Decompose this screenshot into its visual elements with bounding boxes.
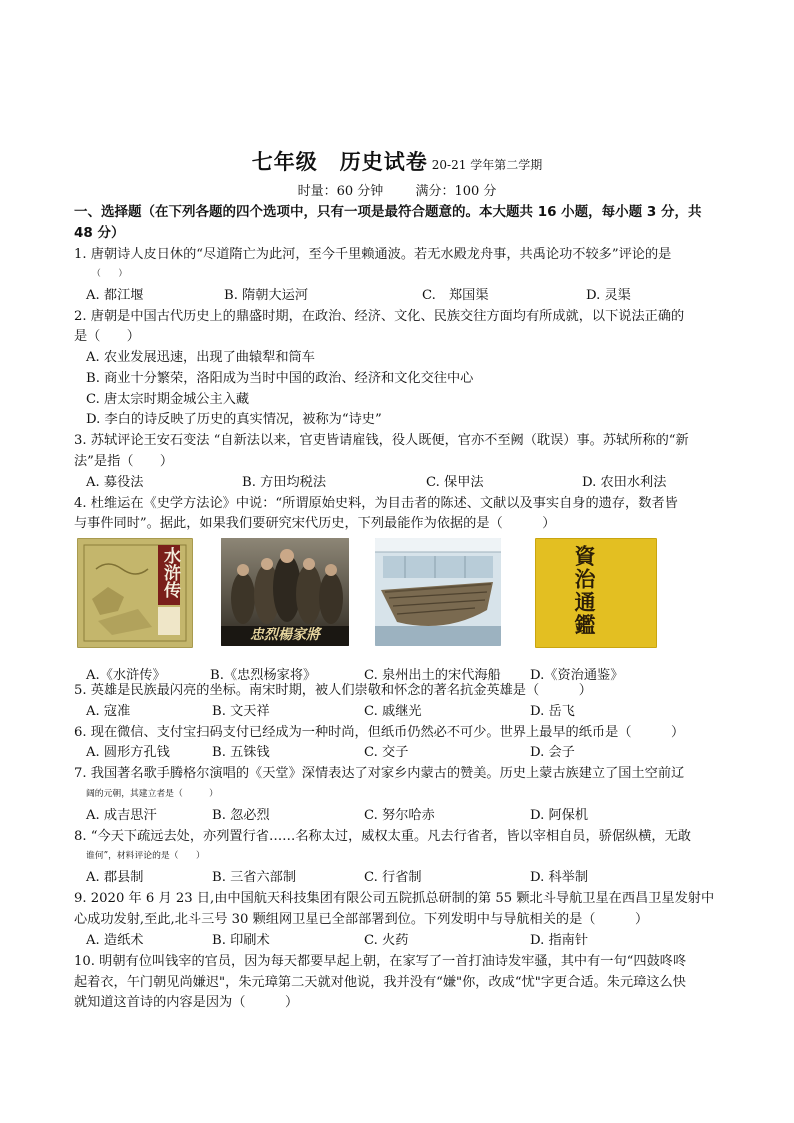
question-9-stem-cont: 心成功发射,至此,北斗三号 30 颗组网卫星已全部部署到位。下列发明中与导航相关的是（ ） bbox=[74, 912, 649, 927]
museum-ship-illustration bbox=[375, 538, 501, 646]
option-c[interactable]: C. 交子 bbox=[364, 745, 409, 760]
question-2-option-c[interactable]: C. 唐太宗时期金城公主入藏 bbox=[86, 392, 250, 407]
question-8-stem: 8. “今天下疏远去处，亦列置行省……名称太过，威权太重。凡去行省者，皆以宰相自员，骄倨纵横，无敢 bbox=[74, 829, 691, 844]
option-c[interactable]: C. 保甲法 bbox=[426, 475, 484, 490]
option-b[interactable]: B. 隋朝大运河 bbox=[224, 288, 309, 303]
shuihu-zhuan-cover-image bbox=[77, 538, 193, 648]
option-a[interactable]: A. 成吉思汗 bbox=[86, 808, 157, 823]
question-6-stem: 6. 现在微信、支付宝扫码支付已经成为一种时尚，但纸币仍然必不可少。世界上最早的纸币是（ ） bbox=[74, 725, 685, 740]
option-a[interactable]: A. 圆形方孔钱 bbox=[86, 745, 170, 760]
option-a[interactable]: A. 寇准 bbox=[86, 704, 131, 719]
question-4-stem-cont: 与事件同时”。据此，如果我们要研究宋代历史，下列最能作为依据的是（ ） bbox=[74, 516, 556, 531]
option-b[interactable]: B. 文天祥 bbox=[212, 704, 270, 719]
option-d[interactable]: D. 指南针 bbox=[530, 933, 589, 948]
option-b[interactable]: B. 三省六部制 bbox=[212, 870, 297, 885]
option-a[interactable]: A.《水浒传》 bbox=[86, 668, 166, 683]
question-10-stem-cont: 起着衣，午门朝见尚嫌迟"，朱元璋第二天就对他说，我并没有“嫌"你，改成“忧"字更合适。朱元璋这么快 bbox=[74, 975, 686, 990]
title-main: 七年级 历史试卷 bbox=[251, 150, 428, 174]
question-1-stem: 1. 唐朝诗人皮日休的“尽道隋亡为此河，至今千里赖通波。若无水殿龙舟事，共禹论功不较多”评论的是 bbox=[74, 247, 672, 262]
question-10-stem-cont-2: 就知道这首诗的内容是因为（ ） bbox=[74, 995, 299, 1010]
question-3-stem: 3. 苏轼评论王安石变法 “自新法以来，官吏皆请雇钱，役人既便，官亦不至阙（耽误）事。苏轼所称的“新 bbox=[74, 433, 689, 448]
question-8-stem-cont: 谁何”，材料评论的是（ ） bbox=[86, 851, 205, 861]
question-7-stem-cont: 阔的元朝，其建立者是（ ） bbox=[86, 789, 218, 799]
option-d[interactable]: D. 科举制 bbox=[530, 870, 589, 885]
option-b[interactable]: B. 方田均税法 bbox=[242, 475, 327, 490]
option-b[interactable]: B. 五铢钱 bbox=[212, 745, 270, 760]
section-heading: 一、选择题（在下列各题的四个选项中，只有一项是最符合题意的。本大题共 16 小题，每小题 3 分，共 48 分） bbox=[74, 204, 702, 241]
option-b[interactable]: B. 忽必烈 bbox=[212, 808, 270, 823]
option-a[interactable]: A. 都江堰 bbox=[86, 288, 144, 303]
option-a[interactable]: A. 造纸术 bbox=[86, 933, 144, 948]
title-subtitle: 20-21 学年第二学期 bbox=[431, 158, 543, 172]
question-5-stem: 5. 英雄是民族最闪亮的坐标。南宋时期，被人们崇敬和怀念的著名抗金英雄是（ ） bbox=[74, 683, 592, 698]
exam-title bbox=[0, 146, 794, 176]
option-d[interactable]: D. 灵渠 bbox=[586, 288, 631, 303]
quanzhou-song-ship-image bbox=[375, 538, 501, 646]
question-7-stem: 7. 我国著名歌手腾格尔演唱的《天堂》深情表达了对家乡内蒙古的赞美。历史上蒙古族建立了国土空前辽 bbox=[74, 766, 685, 781]
question-1-stem-cont: （ ） bbox=[92, 269, 128, 279]
option-c[interactable]: C. 戚继光 bbox=[364, 704, 422, 719]
question-9-stem: 9. 2020 年 6 月 23 日,由中国航天科技集团有限公司五院抓总研制的第 55 颗北斗导航卫星在西昌卫星发射中 bbox=[74, 891, 715, 906]
option-b[interactable]: B. 印刷术 bbox=[212, 933, 270, 948]
cover-title-text: 資治通鑑 bbox=[572, 545, 597, 637]
question-2-option-a[interactable]: A. 农业发展迅速，出现了曲辕犁和筒车 bbox=[86, 350, 315, 365]
option-c[interactable]: C. 行省制 bbox=[364, 870, 422, 885]
zhonglie-yangjiajiang-poster-image bbox=[221, 538, 349, 646]
option-c[interactable]: C. 努尔哈赤 bbox=[364, 808, 435, 823]
question-2-option-d[interactable]: D. 李白的诗反映了历史的真实情况，被称为“诗史” bbox=[86, 412, 382, 427]
question-3-stem-cont: 法”是指（ ） bbox=[74, 454, 174, 469]
poster-title-text: 忠烈楊家將 bbox=[250, 627, 320, 643]
exam-score: 满分：100 分 bbox=[415, 184, 497, 199]
cover-title-text: 水浒传 bbox=[160, 547, 180, 598]
option-c[interactable]: C. 郑国渠 bbox=[422, 288, 489, 303]
option-a[interactable]: A. 募役法 bbox=[86, 475, 144, 490]
option-d[interactable]: D.《资治通鉴》 bbox=[530, 668, 624, 683]
question-4-stem: 4. 杜维运在《史学方法论》中说：“所谓原始史料，为目击者的陈述、文献以及事实自身的遗存，数者皆 bbox=[74, 496, 678, 511]
question-2-stem: 2. 唐朝是中国古代历史上的鼎盛时期，在政治、经济、文化、民族交往方面均有所成就，以下说法正确的 bbox=[74, 309, 685, 324]
exam-info bbox=[0, 180, 794, 199]
zizhi-tongjian-cover-image bbox=[535, 538, 657, 648]
option-b[interactable]: B.《忠烈杨家将》 bbox=[210, 668, 317, 683]
option-d[interactable]: D. 岳飞 bbox=[530, 704, 575, 719]
option-d[interactable]: D. 会子 bbox=[530, 745, 575, 760]
exam-time: 时量：60 分钟 bbox=[297, 184, 384, 199]
option-d[interactable]: D. 阿保机 bbox=[530, 808, 589, 823]
question-2-option-b[interactable]: B. 商业十分繁荣，洛阳成为当时中国的政治、经济和文化交往中心 bbox=[86, 371, 474, 386]
question-10-stem: 10. 明朝有位叫钱宰的官员，因为每天都要早起上朝，在家写了一首打油诗发牢骚，其中有一句“四鼓咚咚 bbox=[74, 954, 687, 969]
option-c[interactable]: C. 火药 bbox=[364, 933, 409, 948]
question-2-stem-cont: 是（ ） bbox=[74, 329, 140, 344]
option-a[interactable]: A. 郡县制 bbox=[86, 870, 144, 885]
option-d[interactable]: D. 农田水利法 bbox=[582, 475, 667, 490]
option-c[interactable]: C. 泉州出土的宋代海船 bbox=[364, 668, 501, 683]
